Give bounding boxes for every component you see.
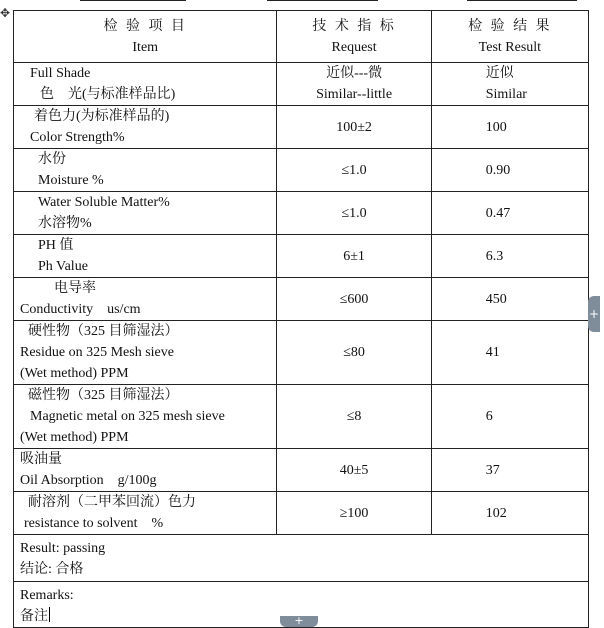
expand-corner-icon: ✥ (0, 6, 11, 20)
result-cell[interactable] (431, 385, 588, 449)
request-text: 40±5 (339, 462, 369, 478)
result-cell[interactable] (431, 63, 588, 106)
result-text: 6 (485, 409, 493, 424)
item-cell[interactable] (14, 149, 277, 192)
item-text: PH 值 (38, 238, 74, 253)
item-text: 水份 (38, 152, 66, 167)
result-cell[interactable] (431, 278, 588, 321)
request-cell[interactable] (277, 63, 431, 106)
header-item-en: Item (132, 39, 159, 55)
item-text: resistance to solvent % (24, 516, 164, 531)
result-cell[interactable] (14, 535, 589, 582)
item-text: (Wet method) PPM (20, 366, 129, 381)
result-text: Similar (485, 87, 527, 102)
request-cell[interactable] (277, 149, 431, 192)
request-text: ≤600 (339, 291, 369, 307)
request-cell[interactable] (277, 192, 431, 235)
header-rule-2 (267, 0, 378, 1)
add-column-handle[interactable] (588, 296, 600, 332)
item-text: 着色力(为标准样品的) (34, 109, 170, 124)
item-text: 硬性物（325 目筛湿法） (28, 324, 179, 339)
item-text: 水溶物% (38, 216, 92, 231)
result-text: 37 (485, 462, 500, 478)
table-row (14, 321, 589, 385)
result-cell[interactable] (431, 106, 588, 149)
result-en: Result: passing (20, 541, 106, 556)
result-text: 0.47 (485, 205, 511, 221)
item-text: 磁性物（325 目筛湿法） (28, 388, 179, 403)
item-cell[interactable] (14, 278, 277, 321)
remarks-cn: 备注 (20, 608, 48, 624)
table-row (14, 235, 589, 278)
request-text: Similar--little (316, 87, 393, 102)
table-move-handle[interactable] (0, 4, 14, 20)
request-cell[interactable] (277, 492, 431, 535)
header-result (431, 11, 588, 63)
result-cell[interactable] (431, 321, 588, 385)
result-text: 41 (485, 345, 500, 360)
item-cell[interactable] (14, 106, 277, 149)
remarks-en: Remarks: (20, 587, 74, 603)
request-text: 100±2 (336, 119, 372, 135)
item-text: 吸油量 (20, 452, 62, 467)
result-text: 450 (485, 291, 507, 307)
table-header-row (14, 11, 589, 63)
item-cell[interactable] (14, 235, 277, 278)
item-cell[interactable] (14, 385, 277, 449)
item-text: Color Strength% (30, 130, 125, 145)
header-request-en: Request (331, 39, 377, 55)
result-cell[interactable] (431, 192, 588, 235)
request-cell[interactable] (277, 385, 431, 449)
add-row-handle[interactable] (280, 616, 318, 627)
table-row (14, 385, 589, 449)
result-cell[interactable] (431, 492, 588, 535)
result-row (14, 535, 589, 582)
table-row (14, 149, 589, 192)
item-cell[interactable] (14, 449, 277, 492)
item-cell[interactable] (14, 63, 277, 106)
result-text: 近似 (485, 66, 514, 81)
table-row (14, 492, 589, 535)
header-request-cn: 技 术 指 标 (312, 17, 396, 34)
table-row (14, 278, 589, 321)
item-text: Moisture % (38, 173, 104, 188)
item-text: (Wet method) PPM (20, 430, 129, 445)
header-rule-1 (80, 0, 186, 1)
request-cell[interactable] (277, 106, 431, 149)
request-cell[interactable] (277, 235, 431, 278)
add-row-icon: + (294, 614, 304, 627)
request-text: 6±1 (343, 248, 365, 264)
result-cell[interactable] (431, 149, 588, 192)
item-text: Oil Absorption g/100g (20, 473, 157, 488)
item-text: 耐溶剂（二甲苯回流）色力 (28, 495, 196, 510)
header-result-cn: 检 验 结 果 (468, 17, 552, 34)
header-item-cn: 检 验 项 目 (103, 17, 187, 34)
header-result-en: Test Result (478, 39, 542, 55)
add-column-icon: + (588, 307, 600, 321)
result-text: 6.3 (485, 248, 504, 264)
text-cursor (49, 607, 50, 622)
result-text: 100 (485, 119, 507, 135)
result-text: 0.90 (485, 162, 511, 178)
table-row (14, 192, 589, 235)
item-text: 电导率 (54, 281, 96, 296)
header-item (14, 11, 277, 63)
document-page (13, 10, 589, 628)
header-request (277, 11, 431, 63)
table-row (14, 63, 589, 106)
item-text: Conductivity us/cm (20, 302, 141, 317)
item-cell[interactable] (14, 321, 277, 385)
request-text: ≤1.0 (341, 162, 367, 178)
table-row (14, 449, 589, 492)
request-text: ≥100 (339, 505, 369, 521)
request-cell[interactable] (277, 321, 431, 385)
result-cell[interactable] (431, 449, 588, 492)
item-cell[interactable] (14, 192, 277, 235)
item-text: Ph Value (38, 259, 88, 274)
result-cell[interactable] (431, 235, 588, 278)
table-row (14, 106, 589, 149)
result-cn: 结论: 合格 (20, 562, 84, 577)
item-text: Full Shade (30, 66, 91, 81)
item-text: Water Soluble Matter% (38, 195, 170, 210)
request-text: 近似---微 (326, 66, 383, 81)
item-text: Magnetic metal on 325 mesh sieve (30, 409, 225, 424)
header-rule-3 (467, 0, 577, 1)
request-text: ≤80 (343, 345, 365, 360)
item-cell[interactable] (14, 492, 277, 535)
test-report-table (13, 10, 589, 628)
item-text: 色 光(与标准样品比) (40, 87, 176, 102)
result-text: 102 (485, 505, 507, 521)
request-cell[interactable] (277, 278, 431, 321)
request-text: ≤1.0 (341, 205, 367, 221)
request-cell[interactable] (277, 449, 431, 492)
item-text: Residue on 325 Mesh sieve (20, 345, 174, 360)
request-text: ≤8 (346, 409, 362, 424)
